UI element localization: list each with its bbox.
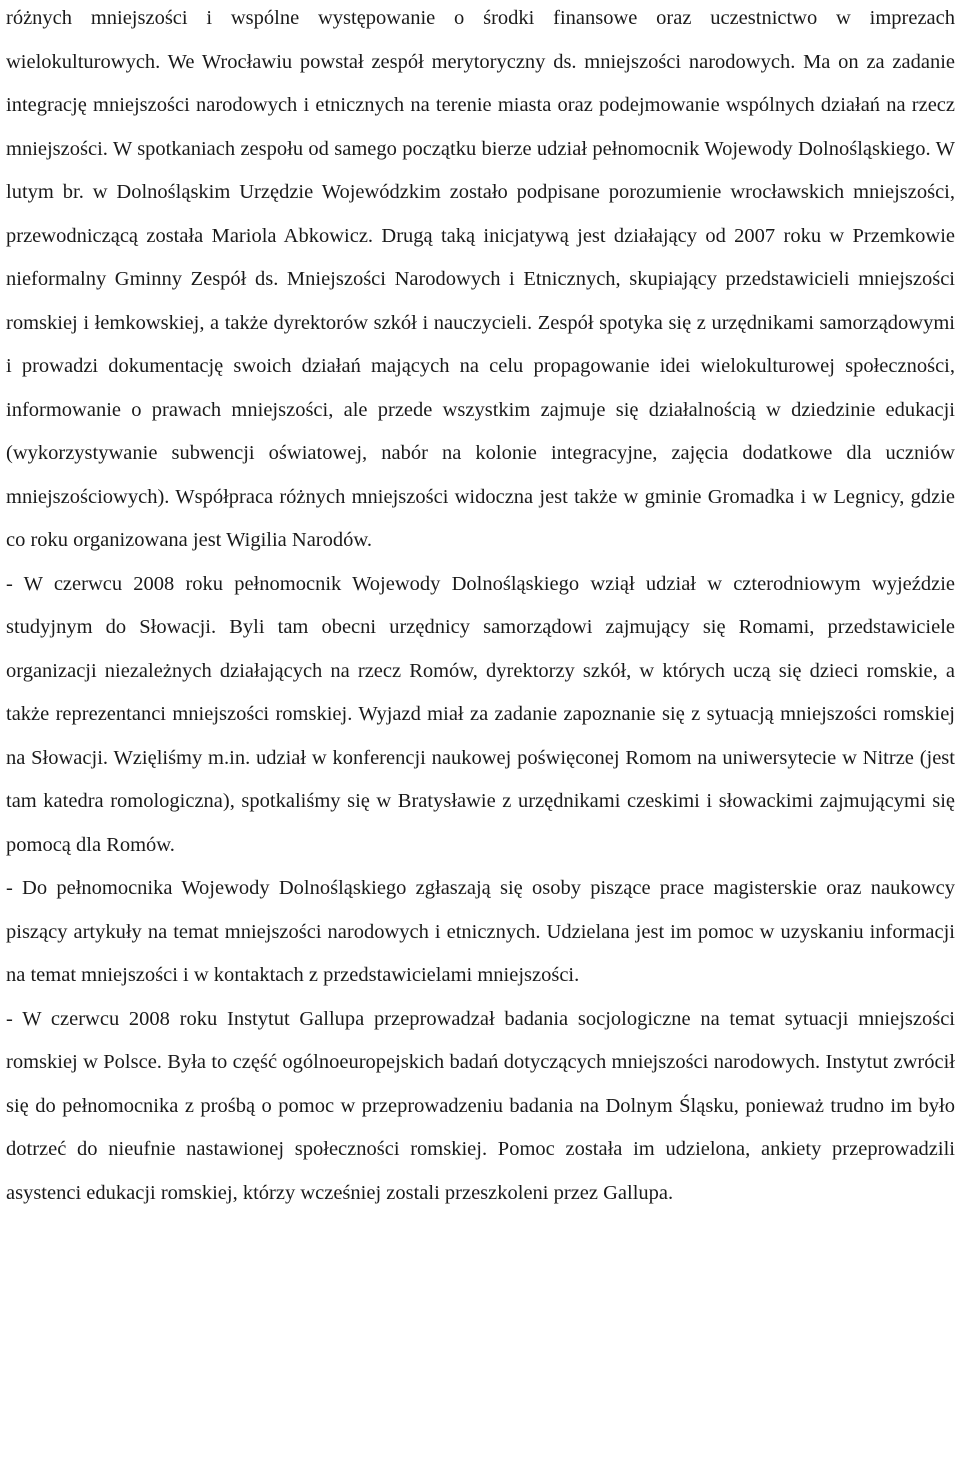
document-page [6,0,955,1215]
paragraph-wyjazd-slowacja: - W czerwcu 2008 roku pełnomocnik Wojewody Dolnośląskiego wziął udział w czterodniowym wyjeździe studyjnym do Słowacji. Byli tam obecni urzędnicy samorządowi zajmujący się Romami, przedstawiciele organizacji niezależnych działających na rzecz Romów, dyrektorzy szkół, w których uczą się dzieci romskie, a także reprezentanci mniejszości romskiej. Wyjazd miał za zadanie zapoznanie się z sytuacją mniejszości romskiej na Słowacji. Wzięliśmy m.in. udział w konferencji naukowej poświęconej Romom na uniwersytecie w Nitrze (jest tam katedra romologiczna), spotkaliśmy się w Bratysławie z urzędnikami czeskimi i słowackimi zajmującymi się pomocą dla Romów. [6,572,955,856]
paragraph-prace-magisterskie: - Do pełnomocnika Wojewody Dolnośląskiego zgłaszają się osoby piszące prace magisterskie oraz naukowcy piszący artykuły na temat mniejszości narodowych i etnicznych. Udzielana jest im pomoc w uzyskaniu informacji na temat mniejszości i w kontaktach z przedstawicielami mniejszości. [6,877,955,986]
paragraph-instytut-gallupa: - W czerwcu 2008 roku Instytut Gallupa przeprowadzał badania socjologiczne na temat sytuacji mniejszości romskiej w Polsce. Była to część ogólnoeuropejskich badań dotyczących mniejszości narodowych. Instytut zwrócił się do pełnomocnika z prośbą o pomoc w przeprowadzeniu badania na Dolnym Śląsku, ponieważ trudno im było dotrzeć do nieufnie nastawionej społeczności romskiej. Pomoc została im udzielona, ankiety przeprowadzili asystenci edukacji romskiej, którzy wcześniej zostali przeszkoleni przez Gallupa. [6,1007,955,1204]
paragraph-mniejszosci-wroclaw: różnych mniejszości i wspólne występowanie o środki finansowe oraz uczestnictwo w imprezach wielokulturowych. We Wrocławiu powstał zespół merytoryczny ds. mniejszości narodowych. Ma on za zadanie integrację mniejszości narodowych i etnicznych na terenie miasta oraz podejmowanie wspólnych działań na rzecz mniejszości. W spotkaniach zespołu od samego początku bierze udział pełnomocnik Wojewody Dolnośląskiego. W lutym br. w Dolnośląskim Urzędzie Wojewódzkim zostało podpisane porozumienie wrocławskich mniejszości, przewodniczącą została Mariola Abkowicz. Drugą taką inicjatywą jest działający od 2007 roku w Przemkowie nieformalny Gminny Zespół ds. Mniejszości Narodowych i Etnicznych, skupiający przedstawicieli mniejszości romskiej i łemkowskiej, a także dyrektorów szkół i nauczycieli. Zespół spotyka się z urzędnikami samorządowymi i prowadzi dokumentację swoich działań mających na celu propagowanie idei wielokulturowej społeczności, informowanie o prawach mniejszości, ale przede wszystkim zajmuje się działalnością w dziedzinie edukacji (wykorzystywanie subwencji oświatowej, nabór na kolonie integracyjne, zajęcia dodatkowe dla uczniów mniejszościowych). Współpraca różnych mniejszości widoczna jest także w gminie Gromadka i w Legnicy, gdzie co roku organizowana jest Wigilia Narodów. [6,7,955,551]
